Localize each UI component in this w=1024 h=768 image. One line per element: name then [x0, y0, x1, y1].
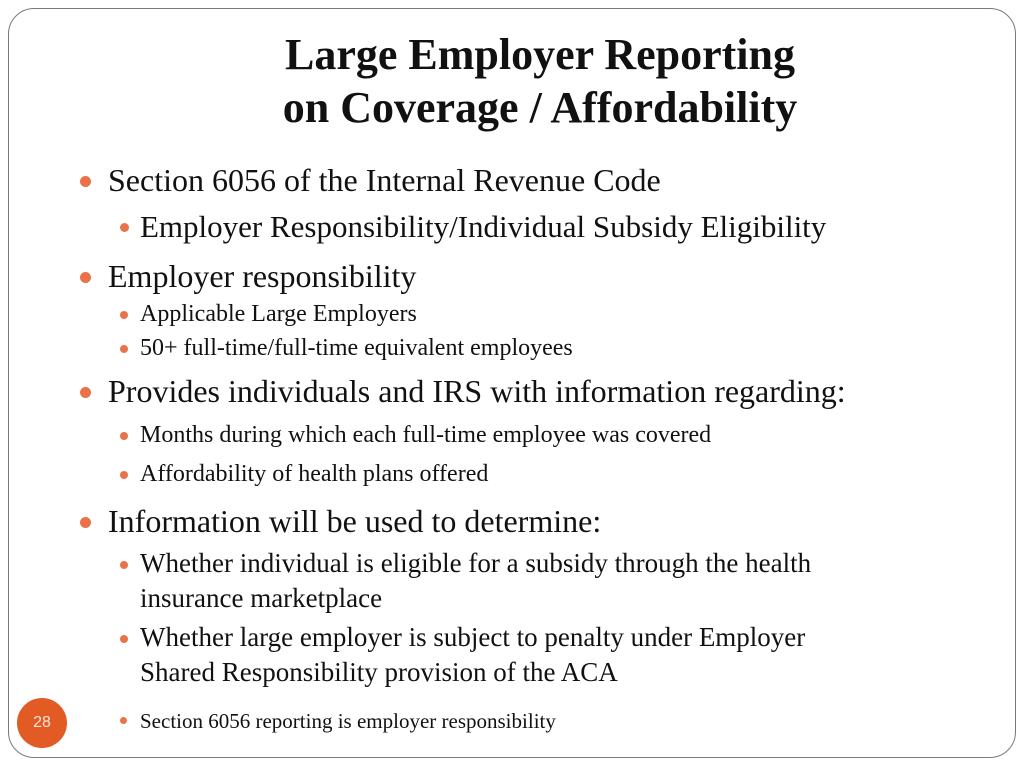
page-number-badge: 28: [17, 698, 67, 748]
bullet-section-6056: Section 6056 of the Internal Revenue Code: [108, 162, 661, 198]
bullet-employer-responsibility: Employer responsibility: [108, 258, 417, 294]
bullet-employer-penalty-line-2: Shared Responsibility provision of the ACA: [140, 657, 618, 687]
bullet-applicable-large-employers: Applicable Large Employers: [140, 301, 417, 327]
bullet-affordability: Affordability of health plans offered: [140, 461, 489, 487]
bullet-dot: [120, 717, 127, 724]
bullet-dot: [80, 517, 91, 528]
bullet-dot: [80, 387, 91, 398]
bullet-dot: [120, 471, 128, 479]
bullet-months-covered: Months during which each full-time employee was covered: [140, 422, 712, 448]
bullet-reporting-responsibility: Section 6056 reporting is employer responsibility: [140, 709, 556, 733]
bullet-individual-eligible-line-1: Whether individual is eligible for a subsidy through the health: [140, 548, 812, 578]
bullet-dot: [80, 176, 91, 187]
slide-title-line-1: Large Employer Reporting: [284, 30, 796, 79]
bullet-dot: [80, 272, 91, 283]
bullet-dot: [120, 432, 128, 440]
bullet-dot: [120, 311, 128, 319]
bullet-provides-information: Provides individuals and IRS with information regarding:: [108, 373, 846, 409]
slide-title-line-2: on Coverage / Affordability: [282, 83, 798, 132]
bullet-dot: [120, 345, 128, 353]
bullet-employer-responsibility-eligibility: Employer Responsibility/Individual Subsidy Eligibility: [140, 209, 827, 244]
bullet-information-used: Information will be used to determine:: [108, 503, 602, 539]
bullet-dot: [120, 561, 128, 569]
bullet-individual-eligible-line-2: insurance marketplace: [140, 583, 383, 613]
bullet-employer-penalty-line-1: Whether large employer is subject to penalty under Employer: [140, 622, 806, 652]
bullet-50-plus-employees: 50+ full-time/full-time equivalent employees: [140, 335, 573, 361]
bullet-dot: [120, 223, 129, 232]
bullet-dot: [120, 635, 128, 643]
